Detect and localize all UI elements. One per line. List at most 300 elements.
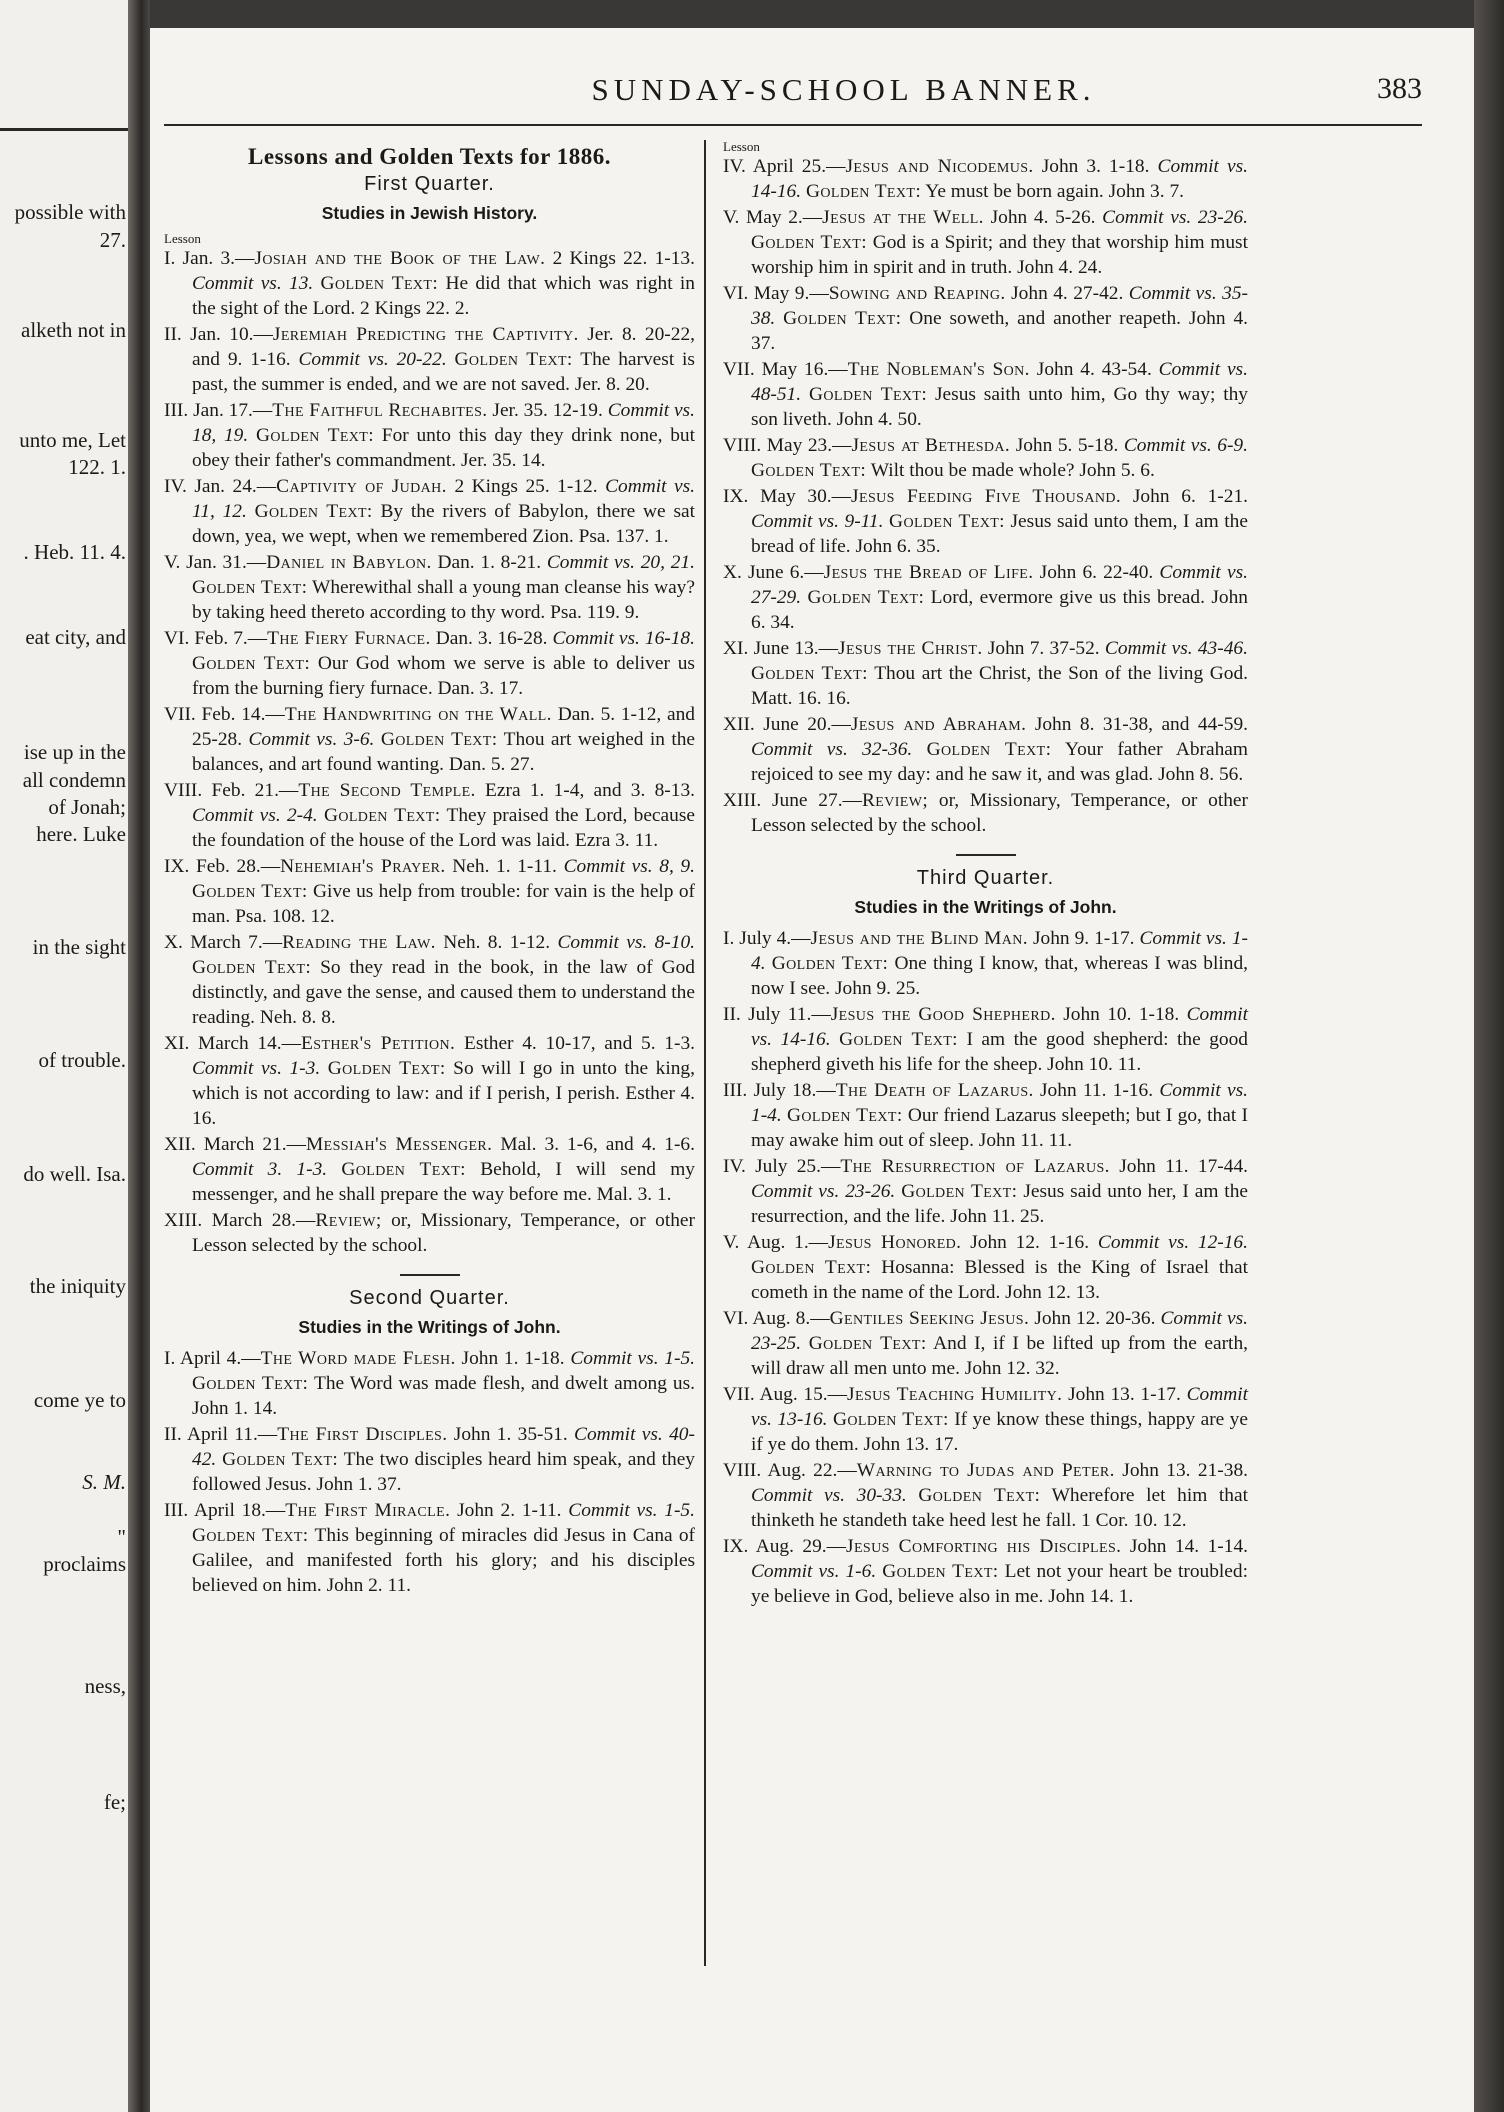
lesson-commit: Commit vs. 13. xyxy=(192,273,314,294)
lesson-title: Warning to Judas and Peter. xyxy=(856,1460,1115,1481)
lesson-reference: John 14. 1-14. xyxy=(1129,1536,1248,1557)
lesson-number: III. xyxy=(164,1500,189,1521)
page-edge xyxy=(1474,0,1504,2112)
lesson-number: XII. xyxy=(723,714,755,735)
golden-text-label: Golden Text: xyxy=(901,1181,1018,1202)
previous-page-line: here. Luke xyxy=(36,822,126,846)
lesson-reference: John 2. 1-11. xyxy=(457,1500,562,1521)
golden-text-label: Golden Text: xyxy=(327,1058,446,1079)
lesson-date: Jan. 24.— xyxy=(194,476,277,497)
lesson-date: July 18.— xyxy=(753,1080,836,1101)
golden-text: They praised the Lord, because the foundation of the house of the Lord was laid. Ezra 3. 11. xyxy=(192,805,695,851)
lesson-entry xyxy=(723,712,1248,787)
lesson-reference: John 1. 1-18. xyxy=(461,1348,565,1369)
lesson-entry xyxy=(164,1346,695,1421)
lesson-reference: 2 Kings 25. 1-12. xyxy=(454,476,598,497)
golden-text: Our friend Lazarus sleepeth; but I go, that I may awake him out of sleep. John 11. 11. xyxy=(751,1105,1248,1151)
previous-page-line: eat city, and xyxy=(25,625,126,649)
lesson-entry xyxy=(723,560,1248,635)
lesson-number: VIII. xyxy=(723,1460,762,1481)
golden-text: So they read in the book, in the law of God distinctly, and gave the sense, and caused them to understand the reading. Neh. 8. 8. xyxy=(192,957,695,1028)
previous-page-line: 122. 1. xyxy=(68,455,126,479)
golden-text: The two disciples heard him speak, and they followed Jesus. John 1. 37. xyxy=(192,1449,695,1495)
lesson-title: The Faithful Rechabites. xyxy=(272,400,488,421)
third-quarter-lessons xyxy=(723,926,1248,1609)
lesson-commit: Commit vs. 8, 9. xyxy=(563,856,695,877)
lesson-number: II. xyxy=(723,1004,741,1025)
lesson-reference: John 6. 1-21. xyxy=(1132,486,1248,507)
lesson-entry xyxy=(723,1230,1248,1305)
lesson-number: V. xyxy=(164,552,181,573)
previous-page-line: fe; xyxy=(103,1790,126,1814)
lesson-commit: Commit vs. 8-10. xyxy=(557,932,695,953)
lesson-number: VII. xyxy=(723,1384,755,1405)
lesson-date: July 4.— xyxy=(739,928,811,949)
lesson-reference: Dan. 5. 1-12, and 25-28. xyxy=(192,704,695,750)
lesson-reference: John 4. 27-42. xyxy=(1011,283,1124,304)
golden-text-label: Golden Text: xyxy=(192,653,311,674)
previous-page-line: ness, xyxy=(84,1674,126,1698)
lesson-commit: Commit vs. 14-16. xyxy=(751,1004,1248,1050)
lesson-entry xyxy=(164,778,695,853)
lesson-number: XI. xyxy=(164,1033,190,1054)
lesson-reference: John 3. 1-18. xyxy=(1041,156,1150,177)
golden-text: Thou art weighed in the balances, and art found wanting. Dan. 5. 27. xyxy=(192,729,696,775)
lesson-date: April 4.— xyxy=(180,1348,261,1369)
golden-text-label: Golden Text: xyxy=(751,1257,872,1278)
right-column xyxy=(723,140,1248,1610)
lesson-number: IV. xyxy=(723,156,746,177)
lesson-date: March 7.— xyxy=(190,932,283,953)
lesson-date: Feb. 14.— xyxy=(201,704,285,725)
golden-text: Ye must be born again. John 3. 7. xyxy=(925,181,1184,202)
golden-text: Wherefore let him that thinketh he standeth take heed lest he fall. 1 Cor. 10. 12. xyxy=(751,1485,1248,1531)
golden-text: Jesus saith unto him, Go thy way; thy son liveth. John 4. 50. xyxy=(751,384,1248,430)
lesson-number: IX. xyxy=(723,486,749,507)
lesson-number: XII. xyxy=(164,1134,196,1155)
lesson-commit: Commit vs. 1-6. xyxy=(751,1561,877,1582)
golden-text: Our God whom we serve is able to deliver us from the burning fiery furnace. Dan. 3. 17. xyxy=(192,653,695,699)
lesson-reference: John 12. 1-16. xyxy=(970,1232,1090,1253)
previous-page-line: of Jonah; xyxy=(48,795,126,819)
lesson-commit: Commit vs. 11, 12. xyxy=(192,476,695,522)
golden-text: The harvest is past, the summer is ended, and we are not saved. Jer. 8. 20. xyxy=(192,349,695,395)
lesson-entry xyxy=(723,1154,1248,1229)
lesson-number: X. xyxy=(723,562,742,583)
lesson-date: April 18.— xyxy=(193,1500,286,1521)
golden-text-label: Golden Text: xyxy=(323,805,441,826)
lesson-number: VI. xyxy=(164,628,190,649)
lesson-entry xyxy=(164,550,695,625)
lesson-entry xyxy=(723,926,1248,1001)
lesson-entry xyxy=(723,1002,1248,1077)
golden-text-label: Golden Text: xyxy=(918,1485,1041,1506)
lesson-date: Aug. 22.— xyxy=(767,1460,857,1481)
lesson-title: Review; xyxy=(315,1210,382,1231)
lesson-date: Jan. 3.— xyxy=(182,248,255,269)
lesson-entry xyxy=(164,398,695,473)
golden-text-label: Golden Text: xyxy=(889,511,1005,532)
lesson-title: Jesus the Bread of Life. xyxy=(823,562,1034,583)
golden-text-label: Golden Text: xyxy=(222,1449,339,1470)
golden-text: So will I go in unto the king, which is not according to law: and if I perish, I perish. Esther 4. 16. xyxy=(192,1058,695,1129)
lesson-date: March 21.— xyxy=(203,1134,307,1155)
previous-page-line: come ye to xyxy=(33,1388,126,1412)
lesson-title: Jesus Teaching Humility. xyxy=(847,1384,1063,1405)
lesson-date: July 11.— xyxy=(748,1004,831,1025)
lesson-entry xyxy=(164,1208,695,1258)
lesson-date: Aug. 15.— xyxy=(759,1384,848,1405)
previous-page-line: proclaims xyxy=(43,1552,126,1576)
lesson-number: XIII. xyxy=(164,1210,203,1231)
golden-text: Lord, evermore give us this bread. John 6. 34. xyxy=(751,587,1248,633)
second-quarter-subheading: Studies in the Writings of John. xyxy=(298,1317,561,1337)
previous-page-line: all condemn xyxy=(22,768,126,792)
lesson-number: IV. xyxy=(164,476,187,497)
lesson-title: Jesus at Bethesda. xyxy=(851,435,1011,456)
lesson-entry xyxy=(164,854,695,929)
lesson-commit: Commit vs. 23-25. xyxy=(751,1308,1248,1354)
page-number: 383 xyxy=(1377,72,1422,105)
lesson-title: Jeremiah Predicting the Captivity. xyxy=(272,324,579,345)
lesson-commit: Commit vs. 1-5. xyxy=(570,1348,695,1369)
lesson-title: The Fiery Furnace. xyxy=(267,628,431,649)
lesson-reference: Dan. 3. 16-28. xyxy=(435,628,548,649)
lesson-reference: John 13. 1-17. xyxy=(1068,1384,1181,1405)
lesson-title: Daniel in Babylon. xyxy=(266,552,432,573)
lesson-date: Feb. 21.— xyxy=(211,780,299,801)
golden-text-label: Golden Text: xyxy=(341,1159,466,1180)
lesson-commit: Commit vs. 48-51. xyxy=(751,359,1248,405)
lesson-title: Jesus at the Well. xyxy=(822,207,984,228)
golden-text: Jesus said unto her, I am the resurrection, and the life. John 11. 25. xyxy=(751,1181,1248,1227)
lesson-commit: Commit vs. 20-22. xyxy=(298,349,447,370)
lesson-entry xyxy=(723,1078,1248,1153)
lesson-date: July 25.— xyxy=(755,1156,841,1177)
lesson-reference: 2 Kings 22. 1-13. xyxy=(552,248,695,269)
lesson-reference: John 11. 1-16. xyxy=(1040,1080,1154,1101)
golden-text: Let not your heart be troubled: ye believe in God, believe also in me. John 14. 1. xyxy=(751,1561,1248,1607)
lesson-date: Feb. 7.— xyxy=(194,628,268,649)
golden-text: Wherewithal shall a young man cleanse his way? by taking heed thereto according to thy word. Psa. 119. 9. xyxy=(192,577,695,623)
lesson-date: Aug. 8.— xyxy=(752,1308,830,1329)
lesson-reference: Neh. 8. 1-12. xyxy=(443,932,551,953)
running-head xyxy=(265,72,1422,124)
lesson-entry xyxy=(723,1306,1248,1381)
golden-text-label: Golden Text: xyxy=(926,739,1052,760)
section-divider xyxy=(956,854,1016,856)
lesson-entry xyxy=(723,205,1248,280)
lesson-date: June 27.— xyxy=(772,790,862,811)
lesson-date: June 6.— xyxy=(748,562,824,583)
left-column xyxy=(164,140,695,1599)
lesson-commit: Commit vs. 13-16. xyxy=(751,1384,1248,1430)
golden-text: Thou art the Christ, the Son of the living God. Matt. 16. 16. xyxy=(751,663,1249,709)
lesson-number: II. xyxy=(164,1424,182,1445)
lesson-reference: Esther 4. 10-17, and 5. 1-3. xyxy=(463,1033,695,1054)
lesson-date: June 20.— xyxy=(763,714,851,735)
lesson-date: Feb. 28.— xyxy=(195,856,281,877)
golden-text-label: Golden Text: xyxy=(320,273,439,294)
lesson-entry xyxy=(723,154,1248,204)
section-divider xyxy=(400,1274,460,1276)
second-quarter-heading: Second Quarter. xyxy=(349,1287,510,1309)
lesson-date: Jan. 31.— xyxy=(186,552,267,573)
lesson-reference: Neh. 1. 1-11. xyxy=(452,856,557,877)
lesson-date: May 30.— xyxy=(760,486,852,507)
golden-text-label: Golden Text: xyxy=(805,181,922,202)
previous-page-line: the iniquity xyxy=(29,1274,126,1298)
lesson-reference: or, Missionary, Temperance, or other Lesson selected by the school. xyxy=(751,790,1248,836)
golden-text: If ye know these things, happy are ye if ye do them. John 13. 17. xyxy=(751,1409,1248,1455)
lesson-entry xyxy=(164,1132,695,1207)
golden-text-label: Golden Text: xyxy=(380,729,498,750)
lesson-number: IX. xyxy=(164,856,190,877)
lesson-entry xyxy=(164,702,695,777)
lesson-title: Jesus Feeding Five Thousand. xyxy=(851,486,1122,507)
previous-page-rule xyxy=(0,128,128,131)
lesson-date: June 13.— xyxy=(753,638,839,659)
golden-text: One thing I know, that, whereas I was blind, now I see. John 9. 25. xyxy=(751,953,1248,999)
lesson-number: I. xyxy=(723,928,735,949)
lesson-commit: Commit vs. 30-33. xyxy=(751,1485,907,1506)
golden-text-label: Golden Text: xyxy=(839,1029,958,1050)
golden-text-label: Golden Text: xyxy=(832,1409,949,1430)
lesson-commit: Commit vs. 1-3. xyxy=(192,1058,321,1079)
previous-page xyxy=(0,0,138,2112)
lesson-number: III. xyxy=(723,1080,748,1101)
lesson-title: Reading the Law. xyxy=(282,932,436,953)
second-quarter-lessons-right xyxy=(723,154,1248,838)
lesson-date: May 2.— xyxy=(746,207,823,228)
golden-text: God is a Spirit; and they that worship him must worship him in spirit and in truth. John 4. 24. xyxy=(751,232,1248,278)
golden-text: This beginning of miracles did Jesus in Cana of Galilee, and manifested forth his glory; and his disciples believed on him. John 2. 11. xyxy=(192,1525,696,1596)
golden-text-label: Golden Text: xyxy=(882,1561,999,1582)
golden-text: Your father Abraham rejoiced to see my day: and he saw it, and was glad. John 8. 56. xyxy=(751,739,1248,785)
lesson-number: IX. xyxy=(723,1536,749,1557)
golden-text-label: Golden Text: xyxy=(192,1525,309,1546)
lesson-reference: or, Missionary, Temperance, or other Lesson selected by the school. xyxy=(192,1210,695,1256)
lesson-reference: Mal. 3. 1-6, and 4. 1-6. xyxy=(500,1134,695,1155)
lesson-reference: John 10. 1-18. xyxy=(1063,1004,1180,1025)
lesson-reference: John 1. 35-51. xyxy=(453,1424,568,1445)
lesson-entry xyxy=(164,246,695,321)
golden-text-label: Golden Text: xyxy=(751,460,867,481)
lesson-entry xyxy=(164,930,695,1030)
previous-page-line: alketh not in xyxy=(21,318,126,342)
lesson-entry xyxy=(723,1458,1248,1533)
lesson-date: March 14.— xyxy=(198,1033,302,1054)
lesson-commit: Commit vs. 35-38. xyxy=(751,283,1248,329)
lesson-commit: Commit vs. 16-18. xyxy=(552,628,695,649)
previous-page-line: do well. Isa. xyxy=(23,1162,126,1186)
lesson-title: The First Miracle. xyxy=(285,1500,451,1521)
lesson-title: The Second Temple. xyxy=(298,780,476,801)
lesson-commit: Commit vs. 1-4. xyxy=(751,1080,1248,1126)
lesson-reference: John 7. 37-52. xyxy=(987,638,1100,659)
golden-text-label: Golden Text: xyxy=(751,663,868,684)
lesson-number: XI. xyxy=(723,638,749,659)
lesson-reference: John 9. 1-17. xyxy=(1033,928,1135,949)
lesson-commit: Commit vs. 3-6. xyxy=(248,729,375,750)
lesson-title: The Resurrection of Lazarus. xyxy=(840,1156,1110,1177)
second-quarter-lessons-left xyxy=(164,1346,695,1598)
lesson-number: III. xyxy=(164,400,189,421)
lesson-number: XIII. xyxy=(723,790,762,811)
third-quarter-heading: Third Quarter. xyxy=(916,867,1055,889)
lesson-number: VI. xyxy=(723,283,749,304)
lesson-date: April 25.— xyxy=(752,156,846,177)
first-quarter-lessons xyxy=(164,246,695,1258)
lesson-commit: Commit vs. 23-26. xyxy=(1102,207,1248,228)
lesson-commit: Commit 3. 1-3. xyxy=(192,1159,328,1180)
lesson-title: Josiah and the Book of the Law. xyxy=(254,248,546,269)
lesson-entry xyxy=(164,626,695,701)
lesson-entry xyxy=(723,1534,1248,1609)
lesson-number: I. xyxy=(164,1348,176,1369)
lesson-number: II. xyxy=(164,324,182,345)
lesson-reference: John 13. 21-38. xyxy=(1122,1460,1248,1481)
lesson-entry xyxy=(723,484,1248,559)
lesson-title: Gentiles Seeking Jesus. xyxy=(829,1308,1030,1329)
lesson-reference: Ezra 1. 1-4, and 3. 8-13. xyxy=(485,780,695,801)
lesson-entry xyxy=(723,636,1248,711)
lesson-title: Jesus Honored. xyxy=(828,1232,962,1253)
lesson-date: May 23.— xyxy=(766,435,852,456)
lesson-title: The Nobleman's Son. xyxy=(847,359,1030,380)
lesson-date: Jan. 17.— xyxy=(193,400,273,421)
lesson-title: Jesus the Good Shepherd. xyxy=(830,1004,1056,1025)
golden-text-label: Golden Text: xyxy=(808,1333,927,1354)
lesson-number: VIII. xyxy=(164,780,203,801)
lesson-commit: Commit vs. 32-36. xyxy=(751,739,913,760)
golden-text: For unto this day they drink none, but obey their father's commandment. Jer. 35. 14. xyxy=(192,425,696,471)
lesson-title: The Death of Lazarus. xyxy=(835,1080,1034,1101)
lesson-reference: Dan. 1. 8-21. xyxy=(437,552,542,573)
lesson-entry xyxy=(164,322,695,397)
golden-text: Behold, I will send my messenger, and he shall prepare the way before me. Mal. 3. 1. xyxy=(192,1159,695,1205)
golden-text-label: Golden Text: xyxy=(771,953,889,974)
golden-text-label: Golden Text: xyxy=(807,587,925,608)
golden-text-label: Golden Text: xyxy=(192,577,308,598)
lesson-commit: Commit vs. 43-46. xyxy=(1104,638,1248,659)
third-quarter-subheading: Studies in the Writings of John. xyxy=(854,897,1117,917)
lesson-date: May 16.— xyxy=(761,359,848,380)
golden-text-label: Golden Text: xyxy=(751,232,868,253)
lesson-number: X. xyxy=(164,932,183,953)
previous-page-line: S. M. xyxy=(82,1470,126,1494)
lesson-commit: Commit vs. 2-4. xyxy=(192,805,318,826)
golden-text-label: Golden Text: xyxy=(808,384,928,405)
lesson-number: IV. xyxy=(723,1156,746,1177)
lesson-entry xyxy=(723,357,1248,432)
lesson-reference: John 11. 17-44. xyxy=(1119,1156,1249,1177)
article-title: Lessons and Golden Texts for 1886. xyxy=(248,144,611,169)
lesson-title: Review; xyxy=(861,790,929,811)
lesson-reference: Jer. 8. 20-22, and 9. 1-16. xyxy=(192,324,695,370)
lesson-title: Jesus and the Blind Man. xyxy=(810,928,1029,949)
lesson-number: VIII. xyxy=(723,435,762,456)
lesson-commit: Commit vs. 27-29. xyxy=(751,562,1248,608)
lesson-entry xyxy=(164,1498,695,1598)
lesson-title: Sowing and Reaping. xyxy=(828,283,1006,304)
previous-page-line: of trouble. xyxy=(38,1048,126,1072)
lesson-number: VII. xyxy=(723,359,755,380)
lesson-commit: Commit vs. 23-26. xyxy=(751,1181,896,1202)
lesson-date: Jan. 10.— xyxy=(190,324,273,345)
lesson-title: The First Disciples. xyxy=(277,1424,448,1445)
previous-page-line: " xyxy=(117,1525,126,1549)
lesson-title: Jesus Comforting his Disciples. xyxy=(846,1536,1122,1557)
lesson-commit: Commit vs. 9-11. xyxy=(751,511,884,532)
golden-text: The Word was made flesh, and dwelt among us. John 1. 14. xyxy=(192,1373,696,1419)
lesson-commit: Commit vs. 1-4. xyxy=(751,928,1249,974)
lesson-commit: Commit vs. 40-42. xyxy=(192,1424,695,1470)
golden-text: Jesus said unto them, I am the bread of life. John 6. 35. xyxy=(751,511,1248,557)
lesson-number: VI. xyxy=(723,1308,749,1329)
lesson-number: V. xyxy=(723,1232,740,1253)
lesson-title: Jesus and Nicodemus. xyxy=(845,156,1034,177)
lesson-title: Jesus and Abraham. xyxy=(850,714,1027,735)
lesson-reference: John 6. 22-40. xyxy=(1039,562,1154,583)
previous-page-line: . Heb. 11. 4. xyxy=(23,540,126,564)
lesson-commit: Commit vs. 18, 19. xyxy=(192,400,695,446)
lesson-reference: John 8. 31-38, and 44-59. xyxy=(1034,714,1248,735)
golden-text: Wilt thou be made whole? John 5. 6. xyxy=(870,460,1155,481)
golden-text: Give us help from trouble: for vain is the help of man. Psa. 108. 12. xyxy=(192,881,695,927)
lesson-reference: John 5. 5-18. xyxy=(1015,435,1119,456)
golden-text-label: Golden Text: xyxy=(255,425,375,446)
lesson-title: Jesus the Christ. xyxy=(838,638,983,659)
golden-text-label: Golden Text: xyxy=(454,349,573,370)
golden-text-label: Golden Text: xyxy=(192,957,312,978)
lesson-entry xyxy=(723,788,1248,838)
lesson-commit: Commit vs. 14-16. xyxy=(751,156,1248,202)
book-gutter xyxy=(128,0,150,2112)
lesson-entry xyxy=(723,281,1248,356)
lesson-column-label: Lesson xyxy=(164,231,201,246)
lesson-column-label: Lesson xyxy=(723,139,760,154)
previous-page-line: in the sight xyxy=(32,935,126,959)
golden-text-label: Golden Text: xyxy=(787,1105,903,1126)
golden-text: He did that which was right in the sight of the Lord. 2 Kings 22. 2. xyxy=(192,273,695,319)
lesson-number: VII. xyxy=(164,704,196,725)
lesson-reference: Jer. 35. 12-19. xyxy=(492,400,603,421)
lesson-reference: John 12. 20-36. xyxy=(1034,1308,1156,1329)
lesson-reference: John 4. 43-54. xyxy=(1036,359,1152,380)
previous-page-line: 27. xyxy=(99,228,126,252)
page xyxy=(150,28,1474,2112)
lesson-title: Nehemiah's Prayer. xyxy=(280,856,446,877)
column-rule xyxy=(704,140,706,1966)
first-quarter-heading: First Quarter. xyxy=(364,173,495,195)
lesson-date: May 9.— xyxy=(753,283,829,304)
lesson-commit: Commit vs. 1-5. xyxy=(568,1500,695,1521)
previous-page-line: unto me, Let xyxy=(19,428,126,452)
lesson-entry xyxy=(164,1422,695,1497)
lesson-title: Captivity of Judah. xyxy=(276,476,447,497)
golden-text-label: Golden Text: xyxy=(783,308,902,329)
running-head-title: SUNDAY-SCHOOL BANNER. xyxy=(591,72,1096,107)
lesson-number: V. xyxy=(723,207,740,228)
golden-text: And I, if I be lifted up from the earth, will draw all men unto me. John 12. 32. xyxy=(751,1333,1248,1379)
lesson-date: March 28.— xyxy=(211,1210,316,1231)
golden-text: One soweth, and another reapeth. John 4. 37. xyxy=(751,308,1248,354)
header-rule xyxy=(164,124,1422,126)
golden-text-label: Golden Text: xyxy=(192,881,308,902)
golden-text-label: Golden Text: xyxy=(254,501,373,522)
golden-text: I am the good shepherd: the good shepherd giveth his life for the sheep. John 10. 11. xyxy=(751,1029,1248,1075)
